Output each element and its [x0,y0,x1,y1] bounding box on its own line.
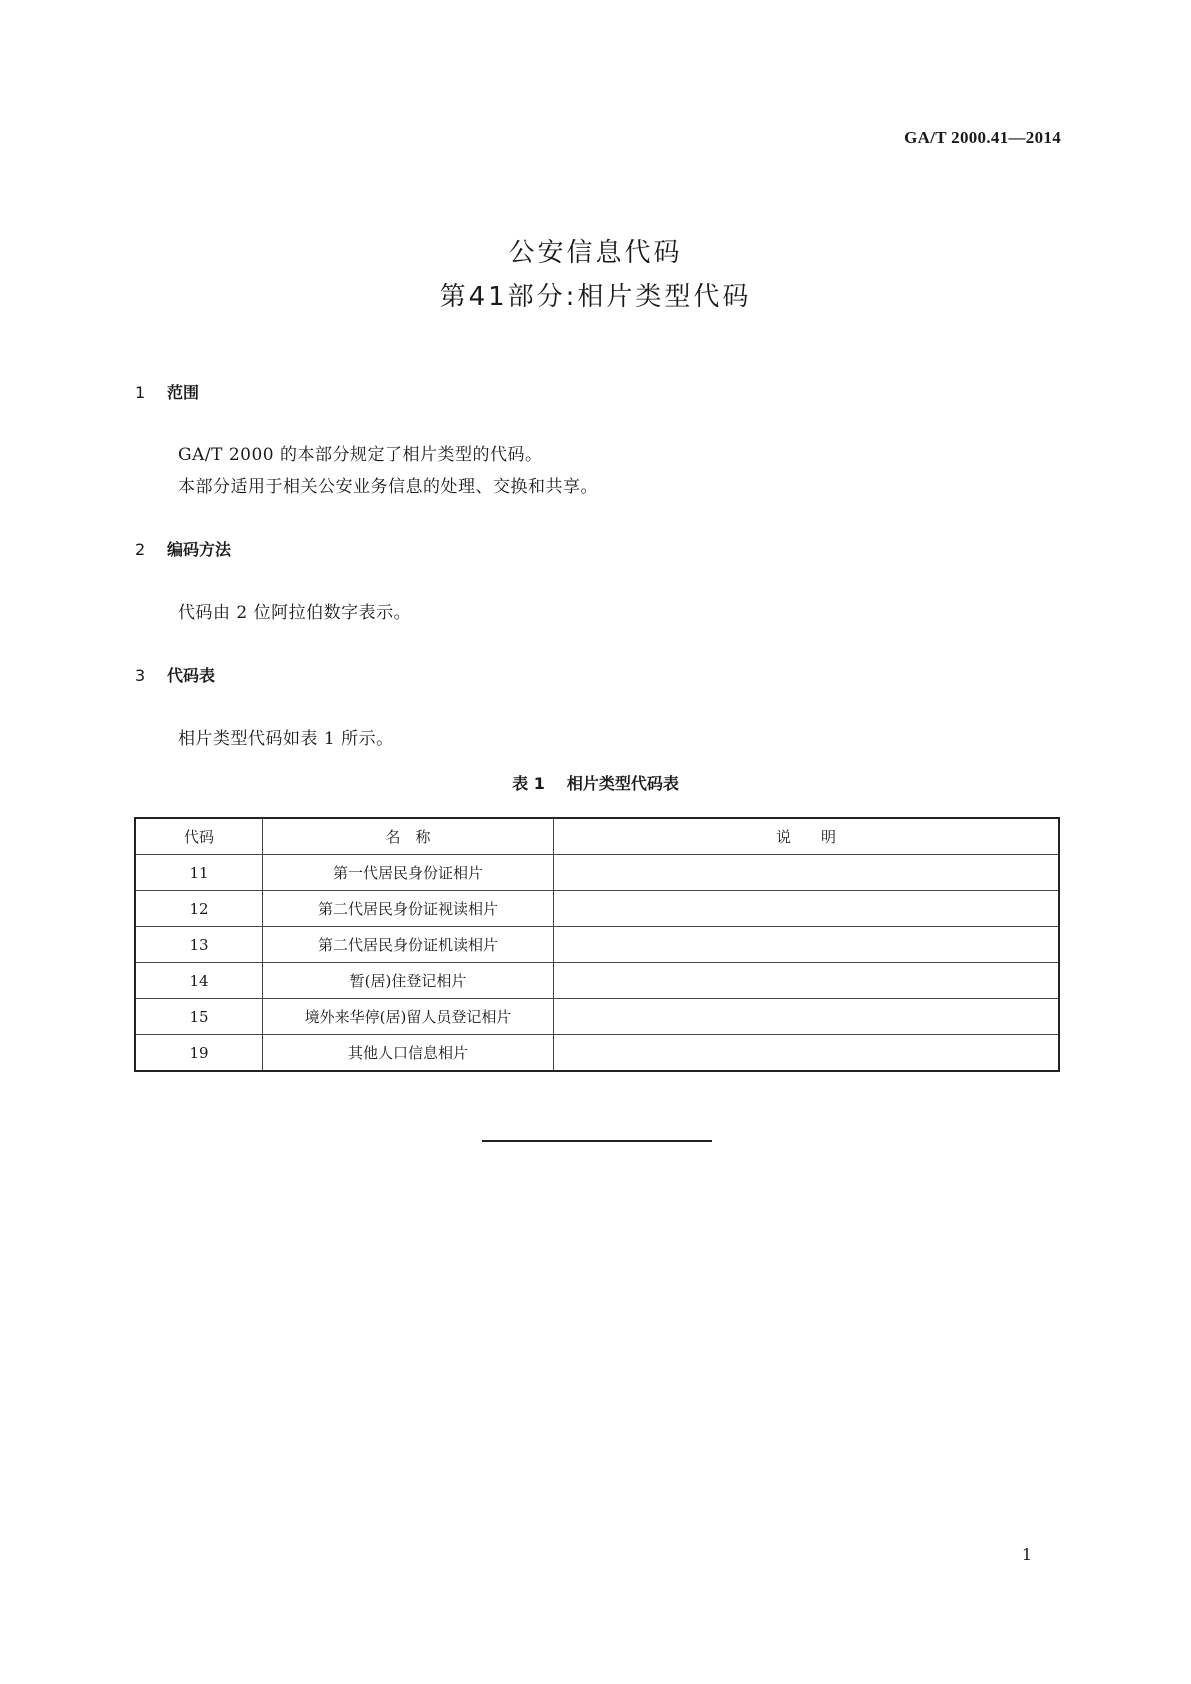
photo-type-code-table [134,817,1060,1072]
end-of-document-rule [482,1140,712,1142]
code-cell: 11 [135,855,263,891]
code-cell: 14 [135,963,263,999]
code-cell: 15 [135,999,263,1035]
description-cell [554,999,1060,1035]
table-caption-title: 相片类型代码表 [566,774,679,793]
code-cell: 19 [135,1035,263,1072]
description-cell [554,1035,1060,1072]
header-description: 说 明 [554,818,1060,855]
table-row [135,999,1059,1035]
table-header-row [135,818,1059,855]
section-heading-scope [135,380,199,403]
page-number: 1 [1021,1545,1032,1564]
description-cell [554,927,1060,963]
section-title: 编码方法 [167,540,232,559]
name-cell: 其他人口信息相片 [263,1035,554,1072]
table-row [135,855,1059,891]
description-cell [554,891,1060,927]
table-caption [0,771,1191,794]
name-cell: 暂(居)住登记相片 [263,963,554,999]
table-caption-number: 表 1 [512,774,545,793]
table-row [135,891,1059,927]
code-cell: 12 [135,891,263,927]
coding-method-paragraph: 代码由 2 位阿拉伯数字表示。 [178,603,412,623]
section-heading-code-table [135,663,215,686]
document-title: 公安信息代码 [508,238,683,268]
section-number: 1 [135,383,146,402]
name-cell: 第二代居民身份证视读相片 [263,891,554,927]
code-table-paragraph: 相片类型代码如表 1 所示。 [178,729,394,749]
header-code: 代码 [135,818,263,855]
code-cell: 13 [135,927,263,963]
section-number: 3 [135,666,146,685]
document-subtitle: 第41部分:相片类型代码 [439,282,752,312]
name-cell: 第二代居民身份证机读相片 [263,927,554,963]
table-row [135,963,1059,999]
name-cell: 第一代居民身份证相片 [263,855,554,891]
header-name: 名 称 [263,818,554,855]
scope-paragraph-2: 本部分适用于相关公安业务信息的处理、交换和共享。 [178,477,598,497]
scope-paragraph-1: GA/T 2000 的本部分规定了相片类型的代码。 [178,445,543,465]
table-row [135,1035,1059,1072]
table-row [135,927,1059,963]
section-number: 2 [135,540,146,559]
name-cell: 境外来华停(居)留人员登记相片 [263,999,554,1035]
standard-number: GA/T 2000.41—2014 [904,128,1061,147]
section-title: 代码表 [167,666,216,685]
section-heading-coding-method [135,537,231,560]
section-title: 范围 [167,383,200,402]
description-cell [554,963,1060,999]
description-cell [554,855,1060,891]
